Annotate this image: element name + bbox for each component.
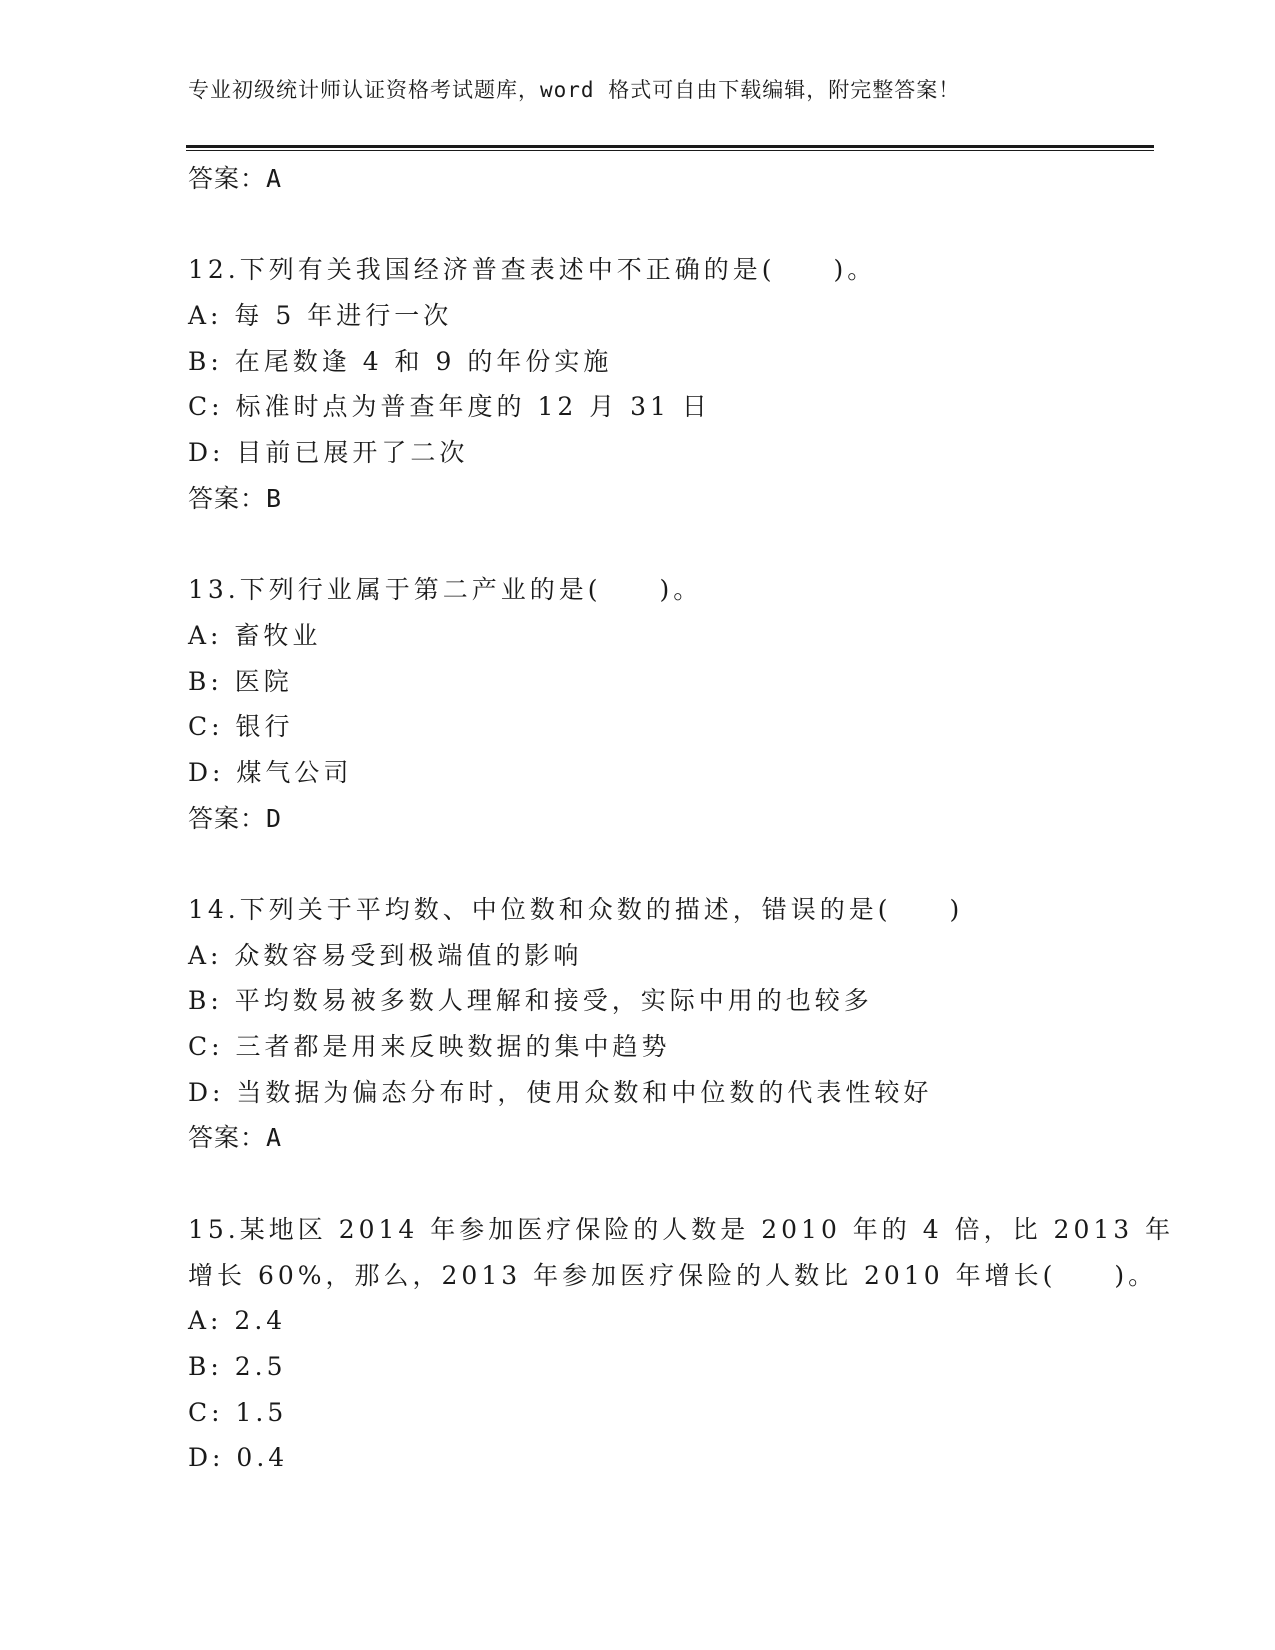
question-stem: 13.下列行业属于第二产业的是( )。	[188, 575, 703, 605]
page-header: 专业初级统计师认证资格考试题库，word 格式可自由下载编辑，附完整答案！	[188, 78, 961, 102]
option-a: A: 2.4	[188, 1306, 287, 1336]
answer: 答案：B	[188, 483, 283, 513]
option-a: A: 每 5 年进行一次	[188, 301, 453, 331]
question-stem-continued: 增长 60%，那么，2013 年参加医疗保险的人数比 2010 年增长( )。	[188, 1260, 1158, 1290]
option-d: D: 当数据为偏态分布时，使用众数和中位数的代表性较好	[188, 1077, 933, 1107]
question-12	[188, 247, 1128, 521]
option-b: B: 医院	[188, 666, 293, 696]
previous-answer: 答案：A	[188, 164, 283, 193]
question-stem: 12.下列有关我国经济普查表述中不正确的是( )。	[188, 255, 877, 285]
option-b: B: 2.5	[188, 1351, 287, 1381]
option-a: A: 众数容易受到极端值的影响	[188, 940, 583, 970]
option-c: C: 1.5	[188, 1397, 288, 1427]
question-14	[188, 887, 1128, 1161]
answer: 答案：D	[188, 803, 283, 833]
option-d: D: 0.4	[188, 1443, 289, 1473]
option-c: C: 三者都是用来反映数据的集中趋势	[188, 1032, 671, 1062]
option-b: B: 在尾数逢 4 和 9 的年份实施	[188, 346, 613, 376]
answer: 答案：A	[188, 1123, 283, 1153]
question-content	[188, 156, 1175, 1481]
option-a: A: 畜牧业	[188, 620, 322, 650]
option-b: B: 平均数易被多数人理解和接受，实际中用的也较多	[188, 986, 873, 1016]
option-c: C: 银行	[188, 712, 294, 742]
question-stem: 15.某地区 2014 年参加医疗保险的人数是 2010 年的 4 倍，比 2013 年	[188, 1214, 1175, 1244]
option-c: C: 标准时点为普查年度的 12 月 31 日	[188, 392, 711, 422]
question-stem: 14.下列关于平均数、中位数和众数的描述，错误的是( )	[188, 895, 964, 924]
header-rule-thick	[186, 145, 1154, 148]
option-d: D: 目前已展开了二次	[188, 438, 469, 468]
option-d: D: 煤气公司	[188, 757, 353, 787]
header-rule-thin	[186, 150, 1154, 151]
question-15	[188, 1207, 1175, 1481]
question-13	[188, 567, 1128, 841]
